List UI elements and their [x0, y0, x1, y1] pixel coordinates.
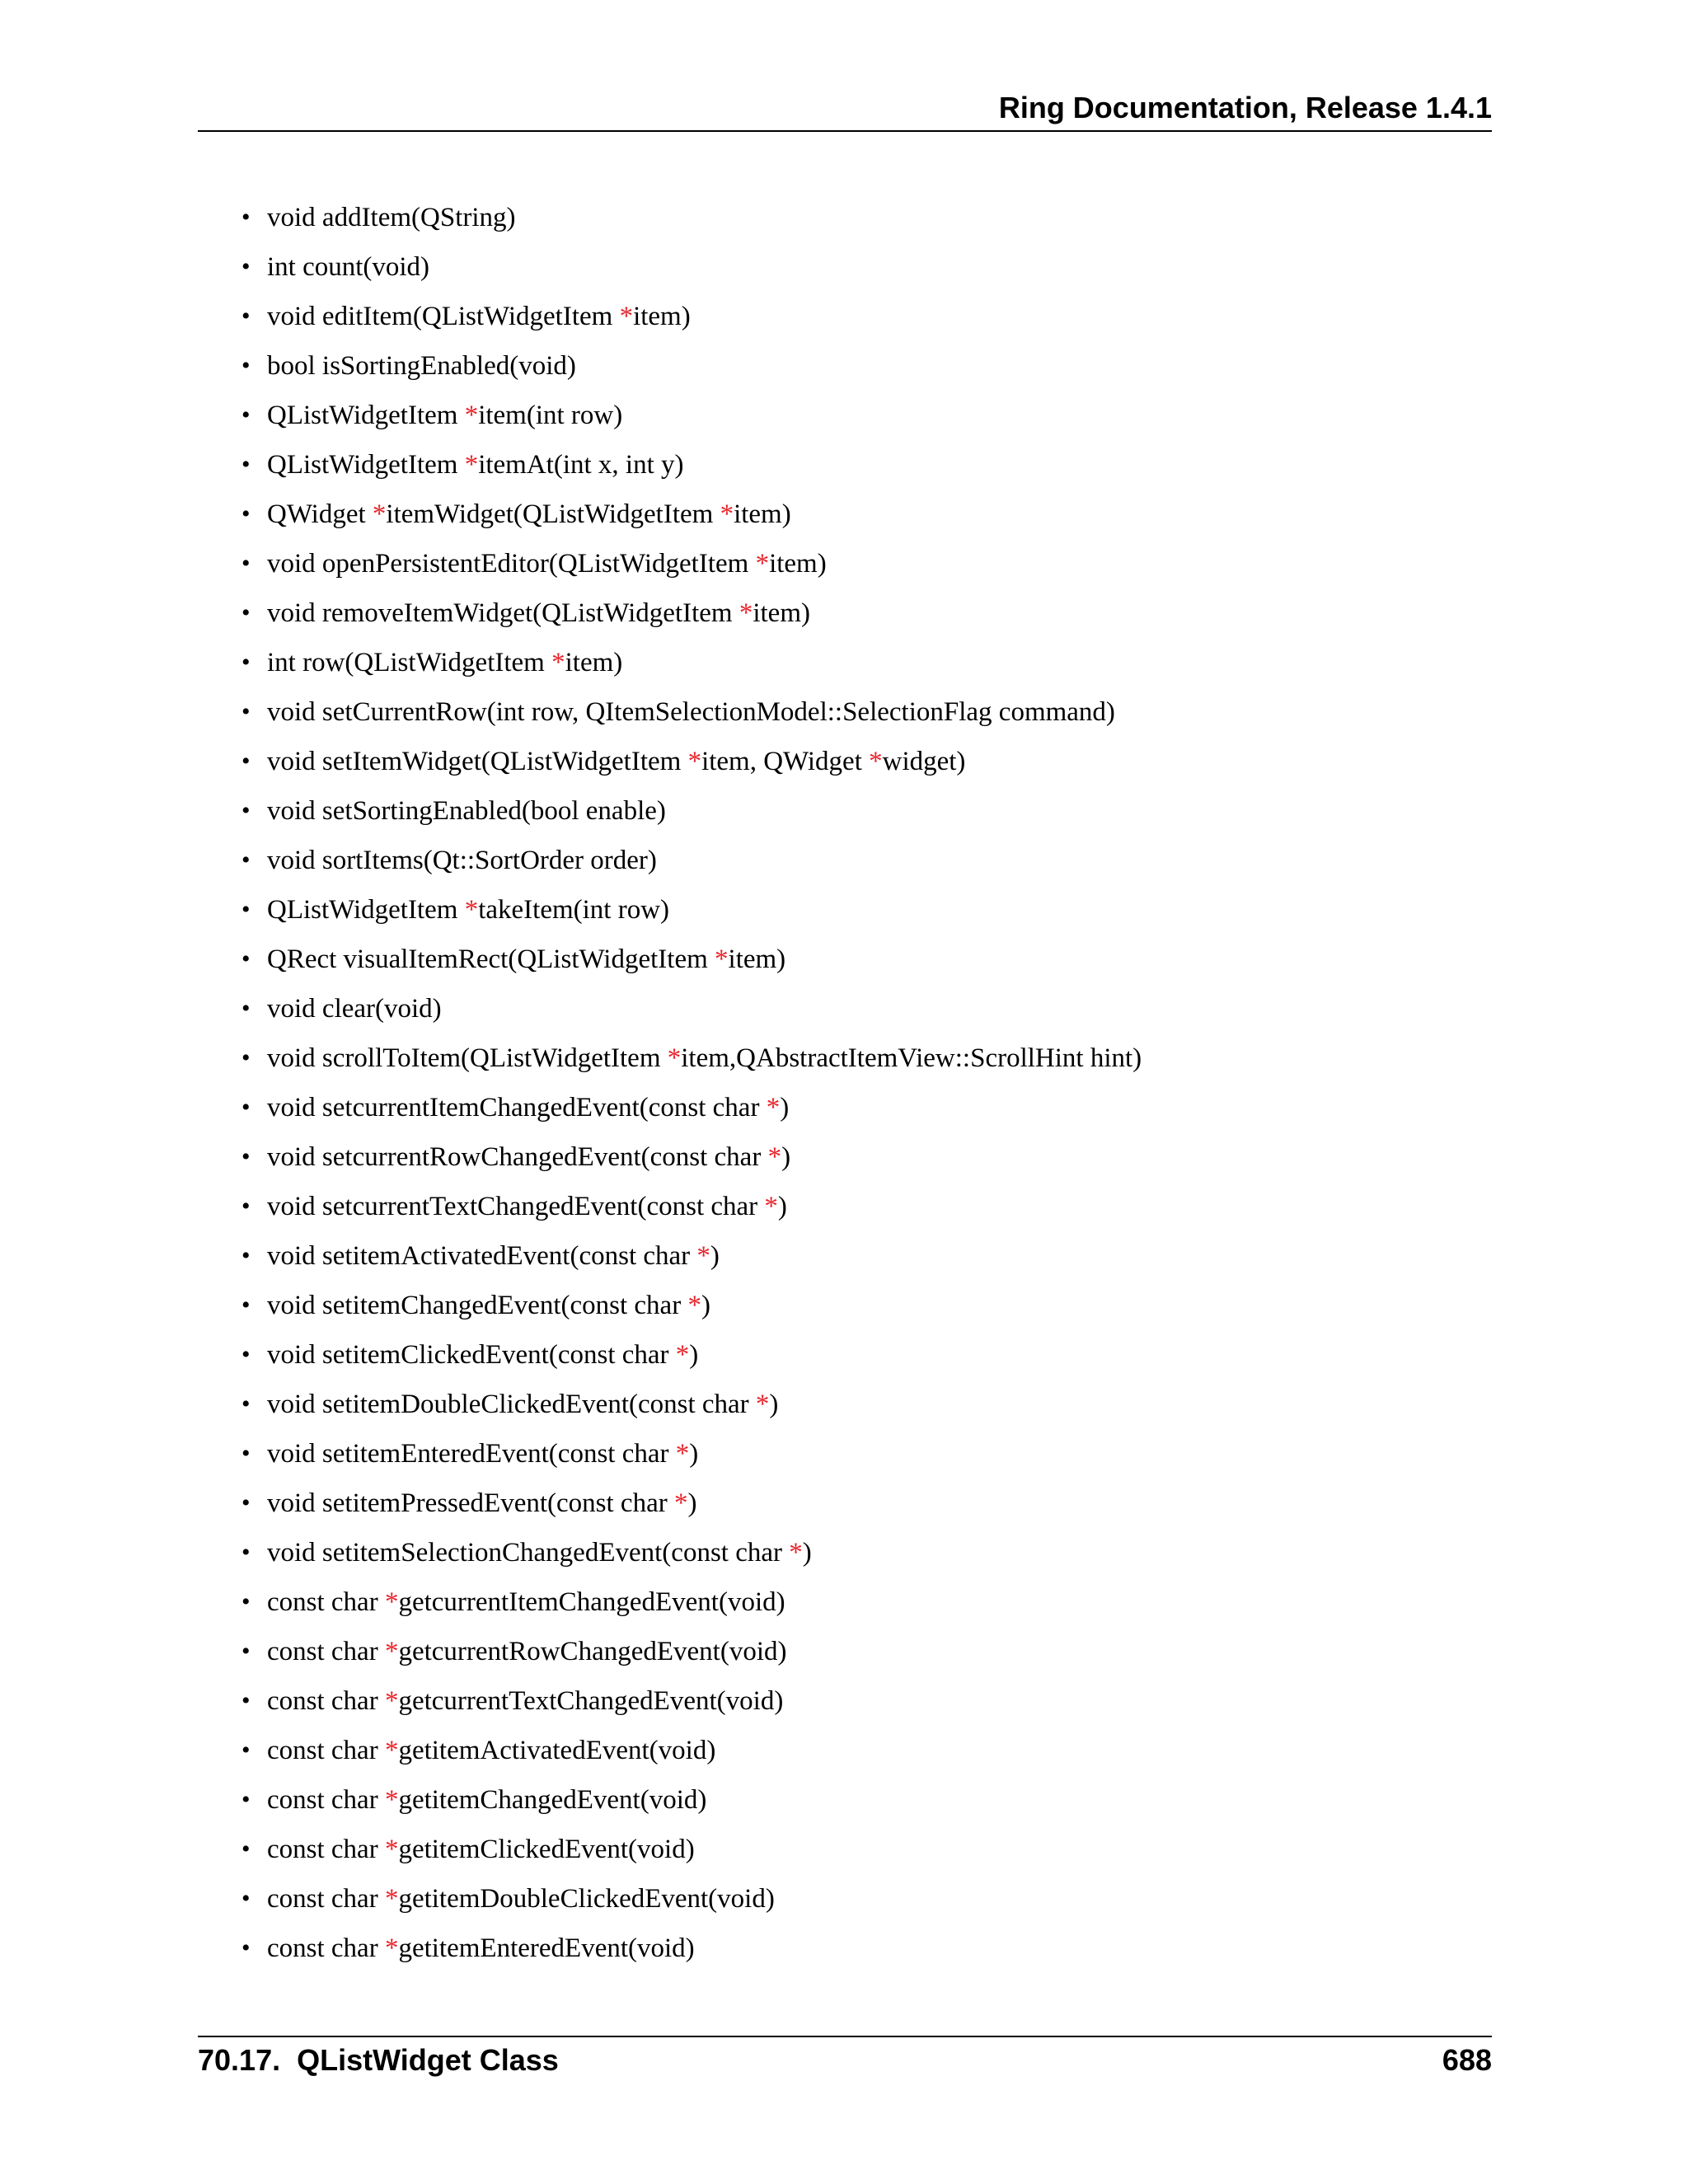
- list-item: [0, 1681, 1142, 1731]
- pointer-star: *: [384, 1835, 399, 1864]
- pointer-star: *: [789, 1538, 803, 1568]
- item-text: void editItem(QListWidgetItem: [267, 302, 620, 331]
- bullet: •: [241, 1588, 251, 1615]
- pointer-star: *: [687, 1291, 701, 1320]
- item-text: const char: [267, 1785, 385, 1815]
- bullet: •: [241, 451, 251, 478]
- item-text: QListWidgetItem: [267, 401, 465, 430]
- pointer-star: *: [755, 1390, 770, 1419]
- item-text: void setitemClickedEvent(const char: [267, 1340, 676, 1370]
- bullet: •: [241, 1044, 251, 1071]
- bullet: •: [241, 1835, 251, 1863]
- bullet: •: [241, 797, 251, 824]
- item-text: item): [769, 549, 827, 579]
- item-text: void setCurrentRow(int row, QItemSelectionModel::SelectionFlag command): [267, 697, 1115, 727]
- item-text: widget): [882, 747, 966, 776]
- bullet: •: [241, 945, 251, 972]
- item-text: ): [687, 1488, 697, 1518]
- header-title: Ring Documentation, Release 1.4.1: [998, 91, 1492, 124]
- bullet: •: [241, 500, 251, 527]
- item-text: getitemDoubleClickedEvent(void): [398, 1884, 775, 1914]
- item-text: void setItemWidget(QListWidgetItem: [267, 747, 688, 776]
- bullet: •: [241, 1489, 251, 1516]
- item-text: bool isSortingEnabled(void): [267, 351, 576, 381]
- bullet: •: [241, 599, 251, 626]
- item-text: getcurrentItemChangedEvent(void): [398, 1587, 785, 1617]
- list-item: [0, 396, 1142, 445]
- bullet: •: [241, 1193, 251, 1220]
- bullet: •: [241, 1539, 251, 1566]
- item-text: QRect visualItemRect(QListWidgetItem: [267, 944, 715, 974]
- bullet: •: [241, 352, 251, 379]
- list-item: [0, 989, 1142, 1038]
- pointer-star: *: [720, 499, 734, 529]
- item-text: ): [769, 1390, 779, 1419]
- list-item: [0, 1335, 1142, 1385]
- item-text: void setitemSelectionChangedEvent(const char: [267, 1538, 790, 1568]
- pointer-star: *: [464, 895, 479, 925]
- bullet: •: [241, 1786, 251, 1813]
- footer-rule: [198, 2036, 1492, 2037]
- bullet: •: [241, 1885, 251, 1912]
- pointer-star: *: [384, 1587, 399, 1617]
- footer-section-title: 70.17. QListWidget Class: [198, 2043, 559, 2077]
- bullet: •: [241, 1291, 251, 1319]
- list-item: [0, 1582, 1142, 1632]
- list-item: [0, 247, 1142, 297]
- item-text: void setSortingEnabled(bool enable): [267, 796, 666, 826]
- bullet: •: [241, 1736, 251, 1764]
- list-item: [0, 494, 1142, 544]
- pointer-star: *: [384, 1785, 399, 1815]
- list-item: [0, 791, 1142, 841]
- item-text: QListWidgetItem: [267, 450, 465, 480]
- pointer-star: *: [384, 1933, 399, 1963]
- item-text: void setcurrentItemChangedEvent(const char: [267, 1093, 767, 1122]
- list-item: [0, 940, 1142, 989]
- pointer-star: *: [551, 648, 565, 677]
- bullet: •: [241, 1687, 251, 1714]
- list-item: [0, 346, 1142, 396]
- item-text: takeItem(int row): [478, 895, 670, 925]
- item-text: const char: [267, 1686, 385, 1716]
- item-text: item): [565, 648, 623, 677]
- list-item: [0, 297, 1142, 346]
- list-item: [0, 1137, 1142, 1187]
- item-text: item): [753, 598, 810, 628]
- bullet: •: [241, 550, 251, 577]
- list-item: [0, 1533, 1142, 1582]
- item-text: void removeItemWidget(QListWidgetItem: [267, 598, 739, 628]
- item-text: void setitemDoubleClickedEvent(const char: [267, 1390, 756, 1419]
- bullet: •: [241, 302, 251, 330]
- item-text: item, QWidget: [701, 747, 870, 776]
- item-text: const char: [267, 1933, 385, 1963]
- item-text: const char: [267, 1587, 385, 1617]
- list-item: [0, 544, 1142, 593]
- item-text: item,QAbstractItemView::ScrollHint hint): [681, 1043, 1142, 1073]
- bullet: •: [241, 748, 251, 775]
- list-item: [0, 1286, 1142, 1335]
- item-text: void scrollToItem(QListWidgetItem: [267, 1043, 668, 1073]
- item-text: QWidget: [267, 499, 373, 529]
- list-item: [0, 1434, 1142, 1483]
- pointer-star: *: [715, 944, 729, 974]
- pointer-star: *: [384, 1884, 399, 1914]
- list-item: [0, 445, 1142, 494]
- item-text: getitemClickedEvent(void): [398, 1835, 695, 1864]
- item-text: int row(QListWidgetItem: [267, 648, 552, 677]
- list-item: [0, 1236, 1142, 1286]
- item-text: const char: [267, 1884, 385, 1914]
- item-text: ): [781, 1142, 791, 1172]
- list-item: [0, 692, 1142, 742]
- list-item: [0, 1088, 1142, 1137]
- bullet: •: [241, 1440, 251, 1467]
- item-text: item(int row): [478, 401, 623, 430]
- pointer-star: *: [384, 1736, 399, 1765]
- list-item: [0, 890, 1142, 940]
- bullet: •: [241, 1242, 251, 1269]
- item-text: void setitemPressedEvent(const char: [267, 1488, 674, 1518]
- bullet: •: [241, 649, 251, 676]
- item-text: ): [710, 1241, 720, 1271]
- bullet: •: [241, 204, 251, 231]
- list-item: [0, 1385, 1142, 1434]
- item-text: void setitemEnteredEvent(const char: [267, 1439, 676, 1469]
- item-text: ): [802, 1538, 812, 1568]
- item-text: item): [728, 944, 786, 974]
- bullet: •: [241, 1390, 251, 1418]
- pointer-star: *: [673, 1488, 688, 1518]
- list-item: [0, 1929, 1142, 1978]
- pointer-star: *: [464, 401, 479, 430]
- pointer-star: *: [767, 1142, 782, 1172]
- list-item: [0, 1879, 1142, 1929]
- item-text: getitemActivatedEvent(void): [398, 1736, 716, 1765]
- pointer-star: *: [738, 598, 753, 628]
- item-text: getitemEnteredEvent(void): [398, 1933, 695, 1963]
- pointer-star: *: [696, 1241, 710, 1271]
- pointer-star: *: [619, 302, 634, 331]
- item-text: ): [777, 1192, 787, 1221]
- item-text: QListWidgetItem: [267, 895, 465, 925]
- bullet: •: [241, 253, 251, 280]
- page-number: 688: [1442, 2043, 1492, 2077]
- item-text: void addItem(QString): [267, 203, 516, 232]
- pointer-star: *: [755, 549, 770, 579]
- item-text: void setitemChangedEvent(const char: [267, 1291, 688, 1320]
- bullet: •: [241, 846, 251, 874]
- list-item: [0, 198, 1142, 247]
- pointer-star: *: [675, 1439, 690, 1469]
- list-item: [0, 1830, 1142, 1879]
- bullet: •: [241, 698, 251, 725]
- pointer-star: *: [667, 1043, 682, 1073]
- item-text: getcurrentRowChangedEvent(void): [398, 1637, 787, 1666]
- item-text: ): [689, 1439, 699, 1469]
- item-text: ): [689, 1340, 699, 1370]
- list-item: [0, 742, 1142, 791]
- bullet: •: [241, 1638, 251, 1665]
- item-text: const char: [267, 1637, 385, 1666]
- list-item: [0, 1038, 1142, 1088]
- item-text: ): [780, 1093, 790, 1122]
- item-text: int count(void): [267, 252, 430, 282]
- list-item: [0, 1483, 1142, 1533]
- item-text: item): [633, 302, 691, 331]
- item-text: const char: [267, 1736, 385, 1765]
- item-text: void openPersistentEditor(QListWidgetItem: [267, 549, 756, 579]
- item-text: itemWidget(QListWidgetItem: [386, 499, 720, 529]
- item-text: getcurrentTextChangedEvent(void): [398, 1686, 784, 1716]
- pointer-star: *: [764, 1192, 778, 1221]
- item-text: ): [701, 1291, 710, 1320]
- bullet: •: [241, 995, 251, 1022]
- bullet: •: [241, 1934, 251, 1961]
- bullet: •: [241, 401, 251, 429]
- header-rule: [198, 130, 1492, 132]
- bullet: •: [241, 1094, 251, 1121]
- pointer-star: *: [869, 747, 883, 776]
- list-item: [0, 643, 1142, 692]
- item-text: getitemChangedEvent(void): [398, 1785, 707, 1815]
- pointer-star: *: [384, 1637, 399, 1666]
- item-text: itemAt(int x, int y): [478, 450, 684, 480]
- pointer-star: *: [766, 1093, 781, 1122]
- item-text: const char: [267, 1835, 385, 1864]
- list-item: [0, 1632, 1142, 1681]
- pointer-star: *: [384, 1686, 399, 1716]
- list-item: [0, 593, 1142, 643]
- list-item: [0, 1731, 1142, 1780]
- list-item: [0, 1780, 1142, 1830]
- pointer-star: *: [687, 747, 702, 776]
- pointer-star: *: [675, 1340, 690, 1370]
- bullet: •: [241, 1341, 251, 1368]
- method-list: [0, 198, 1142, 1978]
- list-item: [0, 841, 1142, 890]
- item-text: item): [734, 499, 791, 529]
- list-item: [0, 1187, 1142, 1236]
- item-text: void clear(void): [267, 994, 442, 1024]
- bullet: •: [241, 1143, 251, 1170]
- item-text: void setitemActivatedEvent(const char: [267, 1241, 697, 1271]
- bullet: •: [241, 896, 251, 923]
- pointer-star: *: [464, 450, 479, 480]
- item-text: void setcurrentRowChangedEvent(const char: [267, 1142, 768, 1172]
- pointer-star: *: [372, 499, 387, 529]
- item-text: void sortItems(Qt::SortOrder order): [267, 846, 657, 875]
- item-text: void setcurrentTextChangedEvent(const char: [267, 1192, 765, 1221]
